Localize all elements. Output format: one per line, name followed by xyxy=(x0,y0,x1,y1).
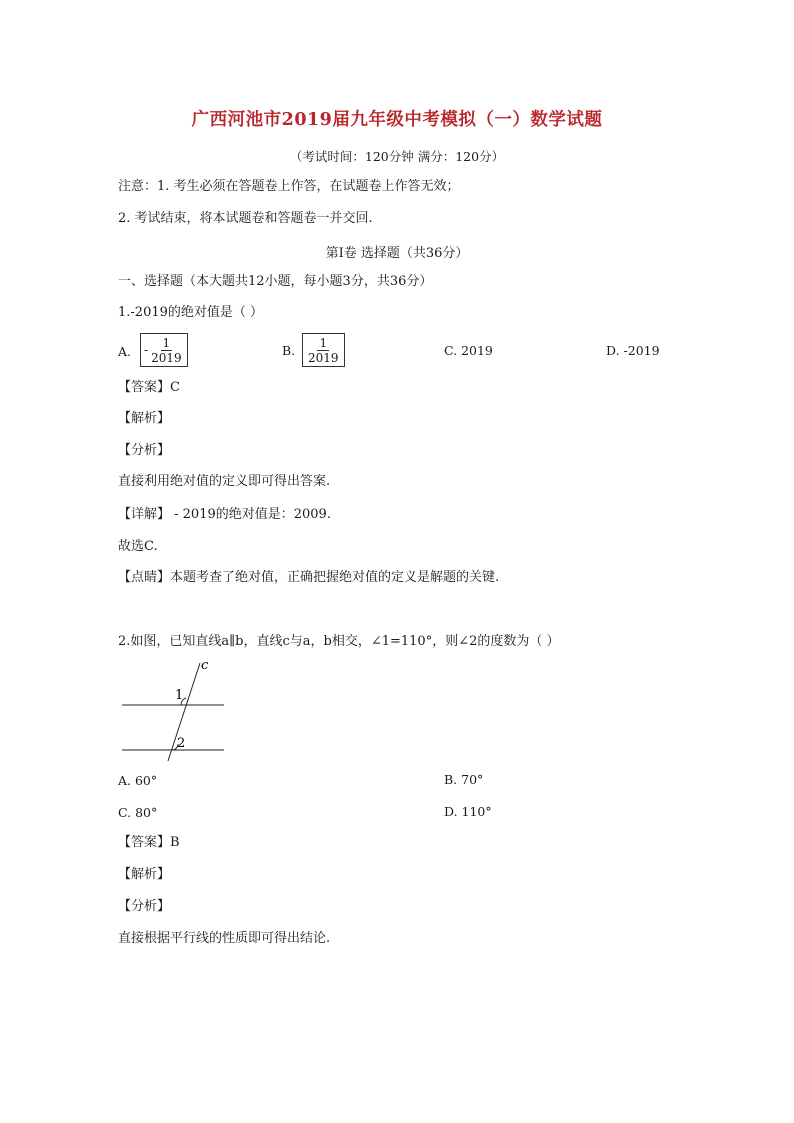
q1-option-b-label: B. xyxy=(282,343,296,358)
note-line-2: 2. 考试结束，将本试题卷和答题卷一并交回. xyxy=(118,211,373,226)
q1-option-b-numerator: 1 xyxy=(319,335,328,350)
q2-option-a: A. 60° xyxy=(118,773,158,788)
q2-figure-parallel-lines xyxy=(115,655,230,765)
label-1: 1 xyxy=(175,688,184,703)
q1-option-a-sign: - xyxy=(144,343,149,357)
q1-xiangjie: 【详解】 - 2019的绝对值是：2009. xyxy=(118,507,331,522)
q2-jiexi: 【解析】 xyxy=(118,867,171,882)
label-2: 2 xyxy=(177,736,186,751)
q1-option-a-denominator: 2019 xyxy=(151,350,182,365)
q1-option-a-numerator: 1 xyxy=(162,335,171,350)
q1-fenxi-text: 直接利用绝对值的定义即可得出答案. xyxy=(118,474,331,489)
q1-option-b-denominator: 2019 xyxy=(308,350,339,365)
q2-answer: 【答案】B xyxy=(118,835,180,850)
part-title: 第Ⅰ卷 选择题（共36分） xyxy=(325,246,469,261)
q2-option-c: C. 80° xyxy=(118,805,158,820)
q1-option-d: D. -2019 xyxy=(606,343,660,358)
q1-jiexi: 【解析】 xyxy=(118,411,171,426)
q1-stem: 1.-2019的绝对值是（ ） xyxy=(118,305,264,320)
q1-option-c: C. 2019 xyxy=(444,343,493,358)
q2-stem: 2.如图，已知直线a∥b，直线c与a，b相交，∠1=110°，则∠2的度数为（ ） xyxy=(118,634,560,649)
q1-option-a-label: A. xyxy=(118,344,132,359)
q1-option-a-fraction xyxy=(140,333,188,367)
q1-fenxi: 【分析】 xyxy=(118,443,171,458)
q2-fenxi: 【分析】 xyxy=(118,899,171,914)
section-title: 一、选择题（本大题共12小题，每小题3分，共36分） xyxy=(118,274,433,289)
q2-fenxi-text: 直接根据平行线的性质即可得出结论. xyxy=(118,931,331,946)
q2-option-d: D. 110° xyxy=(444,804,492,819)
q1-dianjing: 【点睛】本题考查了绝对值，正确把握绝对值的定义是解题的关键. xyxy=(118,570,500,585)
q1-option-b-fraction xyxy=(302,333,345,367)
exam-subtitle: （考试时间：120分钟 满分：120分） xyxy=(289,149,505,164)
exam-title: 广西河池市2019届九年级中考模拟（一）数学试题 xyxy=(191,110,603,130)
label-c: c xyxy=(201,658,209,673)
note-line-1: 注意：1. 考生必须在答题卷上作答，在试题卷上作答无效； xyxy=(118,179,460,194)
q1-conclusion: 故选C. xyxy=(118,539,158,554)
q1-answer: 【答案】C xyxy=(118,380,180,395)
q2-option-b: B. 70° xyxy=(444,772,484,787)
